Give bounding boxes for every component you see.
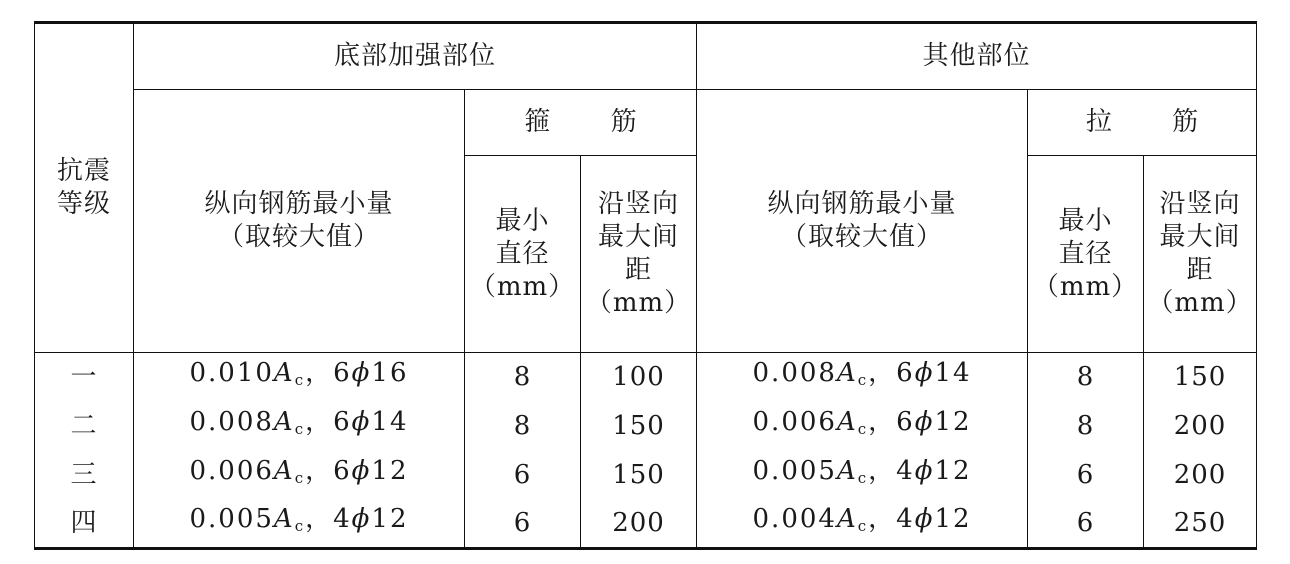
area-subscript: c: [857, 517, 869, 536]
bar-count: 4: [333, 504, 352, 535]
header-row-2: [35, 90, 1257, 156]
bottom-max-spacing-cell: 200: [581, 500, 697, 549]
min-dia-line-1: 最小: [1058, 205, 1113, 236]
other-max-spacing-cell: 200: [1144, 402, 1257, 451]
area-symbol: A: [273, 504, 295, 535]
area-symbol: A: [836, 358, 858, 389]
max-spacing-line-3: 距: [625, 255, 653, 285]
max-spacing-line-3: 距: [1186, 255, 1214, 285]
stirrup-header: [465, 90, 697, 156]
coef-value: 0.006: [189, 456, 274, 486]
bar-diameter: 14: [371, 407, 409, 437]
phi-symbol: ϕ: [351, 456, 372, 486]
other-min-dia-header: [1028, 156, 1144, 353]
bar-diameter: 12: [934, 504, 972, 535]
max-spacing-line-1: 沿竖向: [1159, 189, 1241, 219]
bar-diameter: 12: [934, 407, 972, 437]
bottom-long-rebar-cell: [134, 500, 465, 549]
area-subscript: c: [857, 371, 869, 390]
min-dia-line-2: 直径: [495, 238, 550, 269]
bottom-max-spacing-cell: 100: [581, 353, 697, 402]
other-long-rebar-cell: [697, 451, 1028, 500]
separator: ，: [305, 407, 334, 437]
area-subscript: c: [294, 371, 306, 390]
max-spacing-line-4: （mm）: [585, 288, 692, 318]
other-min-dia-cell: 6: [1028, 500, 1144, 549]
grade-header: [35, 23, 134, 353]
table-row: [35, 353, 1257, 402]
other-max-spacing-cell: 150: [1144, 353, 1257, 402]
area-subscript: c: [294, 517, 306, 536]
coef-value: 0.008: [752, 358, 837, 389]
bar-count: 4: [896, 456, 915, 486]
bar-diameter: 12: [934, 456, 972, 486]
bar-count: 6: [896, 407, 915, 437]
min-dia-line-3: （mm）: [1032, 271, 1139, 302]
bottom-min-dia-cell: 8: [465, 402, 581, 451]
other-section-header: 其他部位: [697, 23, 1257, 90]
phi-symbol: ϕ: [351, 504, 372, 535]
other-long-rebar-header: [697, 90, 1028, 353]
phi-symbol: ϕ: [351, 407, 372, 437]
table-row: [35, 402, 1257, 451]
phi-symbol: ϕ: [914, 456, 935, 486]
bottom-section-header: 底部加强部位: [134, 23, 697, 90]
other-min-dia-cell: 8: [1028, 353, 1144, 402]
other-long-rebar-cell: [697, 353, 1028, 402]
bottom-min-dia-cell: 6: [465, 451, 581, 500]
coef-value: 0.004: [752, 504, 837, 535]
bottom-min-dia-header: [465, 156, 581, 353]
coef-value: 0.005: [752, 456, 837, 486]
bar-diameter: 14: [934, 358, 972, 389]
coef-value: 0.005: [189, 504, 274, 535]
max-spacing-line-2: 最大间: [598, 222, 680, 252]
bar-diameter: 16: [371, 358, 409, 389]
area-subscript: c: [857, 420, 869, 438]
area-symbol: A: [273, 358, 295, 389]
bar-count: 6: [333, 407, 352, 437]
stirrup-header-text: 箍 筋: [524, 107, 663, 137]
coef-value: 0.010: [189, 358, 274, 389]
bottom-long-rebar-cell: [134, 451, 465, 500]
area-symbol: A: [273, 407, 295, 437]
bottom-long-rebar-line-1: 纵向钢筋最小量: [204, 189, 394, 219]
reinforcement-table: [34, 21, 1257, 550]
bar-count: 4: [896, 504, 915, 535]
separator: ，: [305, 358, 334, 389]
grade-cell: 二: [35, 402, 134, 451]
max-spacing-line-1: 沿竖向: [598, 189, 680, 219]
area-symbol: A: [836, 456, 858, 486]
bar-count: 6: [333, 358, 352, 389]
other-long-rebar-line-1: 纵向钢筋最小量: [767, 189, 957, 219]
separator: ，: [305, 504, 334, 535]
table-row: [35, 451, 1257, 500]
bottom-max-spacing-cell: 150: [581, 451, 697, 500]
bottom-long-rebar-cell: [134, 402, 465, 451]
coef-value: 0.006: [752, 407, 837, 437]
other-max-spacing-cell: 250: [1144, 500, 1257, 549]
bar-count: 6: [333, 456, 352, 486]
phi-symbol: ϕ: [914, 358, 935, 389]
area-symbol: A: [836, 504, 858, 535]
grade-cell: 一: [35, 353, 134, 402]
min-dia-line-3: （mm）: [469, 271, 576, 302]
area-symbol: A: [836, 407, 858, 437]
separator: ，: [868, 358, 897, 389]
other-min-dia-cell: 8: [1028, 402, 1144, 451]
bar-diameter: 12: [371, 504, 409, 535]
area-subscript: c: [294, 469, 306, 487]
area-subscript: c: [294, 420, 306, 438]
bottom-long-rebar-line-2: （取较大值）: [217, 222, 380, 252]
header-row-1: [35, 23, 1257, 90]
bottom-min-dia-cell: 6: [465, 500, 581, 549]
grade-header-line-1: 抗震: [56, 156, 111, 186]
bottom-max-spacing-header: [581, 156, 697, 353]
phi-symbol: ϕ: [914, 504, 935, 535]
grade-cell: 三: [35, 451, 134, 500]
bar-diameter: 12: [371, 456, 409, 486]
separator: ，: [305, 456, 334, 486]
phi-symbol: ϕ: [914, 407, 935, 437]
separator: ，: [868, 456, 897, 486]
tie-header: [1028, 90, 1257, 156]
bottom-long-rebar-header: [134, 90, 465, 353]
other-long-rebar-line-2: （取较大值）: [781, 222, 944, 252]
grade-header-line-2: 等级: [56, 189, 111, 219]
bottom-min-dia-cell: 8: [465, 353, 581, 402]
area-subscript: c: [857, 469, 869, 487]
grade-cell: 四: [35, 500, 134, 549]
min-dia-line-2: 直径: [1058, 238, 1113, 269]
area-symbol: A: [273, 456, 295, 486]
bottom-max-spacing-cell: 150: [581, 402, 697, 451]
bar-count: 6: [896, 358, 915, 389]
separator: ，: [868, 407, 897, 437]
bottom-long-rebar-cell: [134, 353, 465, 402]
other-max-spacing-header: [1144, 156, 1257, 353]
other-max-spacing-cell: 200: [1144, 451, 1257, 500]
other-min-dia-cell: 6: [1028, 451, 1144, 500]
phi-symbol: ϕ: [351, 358, 372, 389]
other-long-rebar-cell: [697, 402, 1028, 451]
separator: ，: [868, 504, 897, 535]
coef-value: 0.008: [189, 407, 274, 437]
other-long-rebar-cell: [697, 500, 1028, 549]
table-row: [35, 500, 1257, 549]
tie-header-text: 拉 筋: [1085, 107, 1225, 137]
min-dia-line-1: 最小: [495, 205, 550, 236]
max-spacing-line-4: （mm）: [1147, 288, 1253, 318]
max-spacing-line-2: 最大间: [1159, 222, 1241, 252]
